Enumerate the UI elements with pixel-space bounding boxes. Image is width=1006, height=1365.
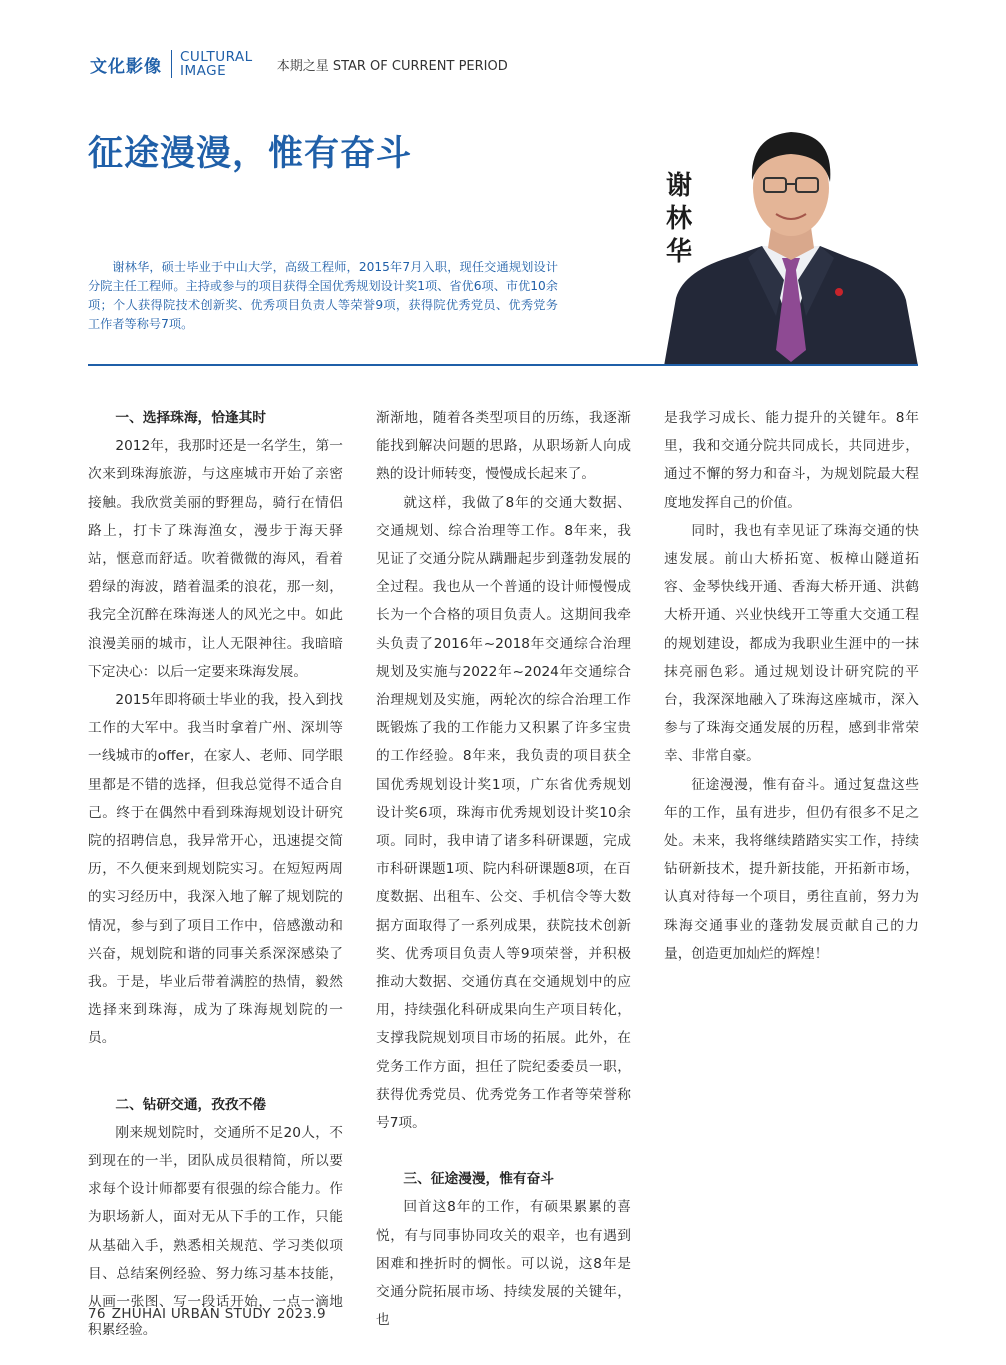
section-3-paragraph-3: 征途漫漫，惟有奋斗。通过复盘这些年的工作，虽有进步，但仍有很多不足之处。未来，我将继续踏踏实实工作，持续钻研新技术，提升新技能，开拓新市场，认真对待每一个项目，勇往直前，努力为珠海交通事业的蓬勃发展贡献自己的力量，创造更加灿烂的辉煌！ — [664, 776, 919, 962]
section-spacer — [376, 1137, 631, 1165]
section-name-en-line1: CULTURAL — [180, 49, 253, 65]
section-name-en-line2: IMAGE — [180, 63, 227, 79]
section-2-paragraph-2: 就这样，我做了8年的交通大数据、交通规划、综合治理等工作。8年来，我见证了交通分院从蹒跚起步到蓬勃发展的全过程。我也从一个普通的设计师慢慢成长为一个合格的项目负责人。这期间我牵头负责了2016年~2018年交通综合治理规划及实施与2022年~2024年交通综合治理规划及实施，两轮次的综合治理工作既锻炼了我的工作能力又积累了许多宝贵的工作经验。8年来，我负责的项目获全国优秀规划设计奖1项，广东省优秀规划设计奖6项，珠海市优秀规划设计奖10余项。同时，我申请了诸多科研课题，完成市科研课题1项、院内科研课题8项，在百度数据、出租车、公交、手机信令等大数据方面取得了一系列成果，获院技术创新奖、优秀项目负责人等9项荣誉，并积极推动大数据、交通仿真在交通规划中的应用，持续强化科研成果向生产项目转化，支撑我院规划项目市场的拓展。此外，在党务工作方面，担任了院纪委委员一职，获得优秀党员、优秀党务工作者等荣誉称号7项。 — [376, 494, 631, 1132]
issue-date: 2023.9 — [276, 1306, 326, 1322]
journal-name: ZHUHAI URBAN STUDY — [111, 1306, 271, 1322]
page-number: 76 — [88, 1306, 106, 1322]
article-column-3 — [664, 404, 919, 968]
author-intro: 谢林华，硕士毕业于中山大学，高级工程师，2015年7月入职，现任交通规划设计分院主任工程师。主持或参与的项目获得全国优秀规划设计奖1项、省优6项、市优10余项；个人获得院技术创新奖、优秀项目负责人等荣誉9项，获得院优秀党员、优秀党务工作者等称号7项。 — [88, 260, 558, 331]
author-portrait — [664, 120, 918, 366]
section-2-heading: 二、钻研交通，孜孜不倦 — [115, 1096, 266, 1113]
page-footer — [88, 1306, 332, 1322]
column-subtitle: 本期之星 STAR OF CURRENT PERIOD — [276, 58, 508, 74]
section-1-paragraph-2: 2015年即将硕士毕业的我，投入到找工作的大军中。我当时拿着广州、深圳等一线城市的offer，在家人、老师、同学眼里都是不错的选择，但我总觉得不适合自己。终于在偶然中看到珠海规划设计研究院的招聘信息，我异常开心，迅速提交简历，不久便来到规划院实习。在短短两周的实习经历中，我深入地了解了规划院的情况，参与到了项目工作中，倍感激动和兴奋，规划院和谐的同事关系深深感染了我。于是，毕业后带着满腔的热情，毅然选择来到珠海，成为了珠海规划院的一员。 — [88, 692, 343, 1047]
article-column-1 — [88, 404, 343, 1345]
section-3-paragraph-2: 同时，我也有幸见证了珠海交通的快速发展。前山大桥拓宽、板樟山隧道拓容、金琴快线开通、香海大桥开通、洪鹤大桥开通、兴业快线开工等重大交通工程的规划建设，都成为我职业生涯中的一抹抹亮丽色彩。通过规划设计研究院的平台，我深深地融入了珠海这座城市，深入参与了珠海交通发展的历程，感到非常荣幸、非常自豪。 — [664, 522, 919, 765]
section-name-cn: 文化影像 — [90, 56, 162, 77]
section-3-paragraph-1: 回首这8年的工作，有硕果累累的喜悦，有与同事协同攻关的艰辛，也有遇到困难和挫折时的惆怅。可以说，这8年是交通分院拓展市场、持续发展的关键年，也 — [376, 1199, 631, 1329]
section-1-paragraph-1: 2012年，我那时还是一名学生，第一次来到珠海旅游，与这座城市开始了亲密接触。我欣赏美丽的野狸岛，骑行在情侣路上，打卡了珠海渔女，漫步于海天驿站，惬意而舒适。吹着微微的海风，看着碧绿的海波，踏着温柔的浪花，那一刻，我完全沉醉在珠海迷人的风光之中。如此浪漫美丽的城市，让人无限神往。我暗暗下定决心：以后一定要来珠海发展。 — [88, 438, 343, 680]
author-name-vertical — [664, 170, 694, 269]
section-3-heading: 三、征途漫漫，惟有奋斗 — [403, 1171, 554, 1188]
author-name-char: 谢 — [665, 171, 692, 201]
section-header — [90, 50, 508, 78]
article-title: 征途漫漫，惟有奋斗 — [88, 134, 413, 174]
section-spacer — [88, 1053, 343, 1091]
section-name-en — [180, 50, 253, 78]
header-rule — [88, 364, 918, 366]
section-2-paragraph-1-continued: 渐渐地，随着各类型项目的历练，我逐渐能找到解决问题的思路，从职场新人向成熟的设计师转变，慢慢成长起来了。 — [376, 410, 631, 483]
article-column-2 — [376, 404, 631, 1335]
author-name-char: 华 — [665, 237, 692, 267]
author-name-char: 林 — [665, 204, 692, 234]
header-divider — [171, 50, 172, 78]
section-3-paragraph-1-continued: 是我学习成长、能力提升的关键年。8年里，我和交通分院共同成长，共同进步，通过不懈的努力和奋斗，为规划院最大程度地发挥自己的价值。 — [664, 410, 919, 511]
section-1-heading: 一、选择珠海，恰逢其时 — [115, 410, 266, 426]
section-2-paragraph-1: 刚来规划院时，交通所不足20人，不到现在的一半，团队成员很精简，所以要求每个设计师都要有很强的综合能力。作为职场新人，面对无从下手的工作，只能从基础入手，熟悉相关规范、学习类似项目、总结案例经验、努力练习基本技能，从画一张图、写一段话开始，一点一滴地积累经验。 — [88, 1124, 343, 1339]
